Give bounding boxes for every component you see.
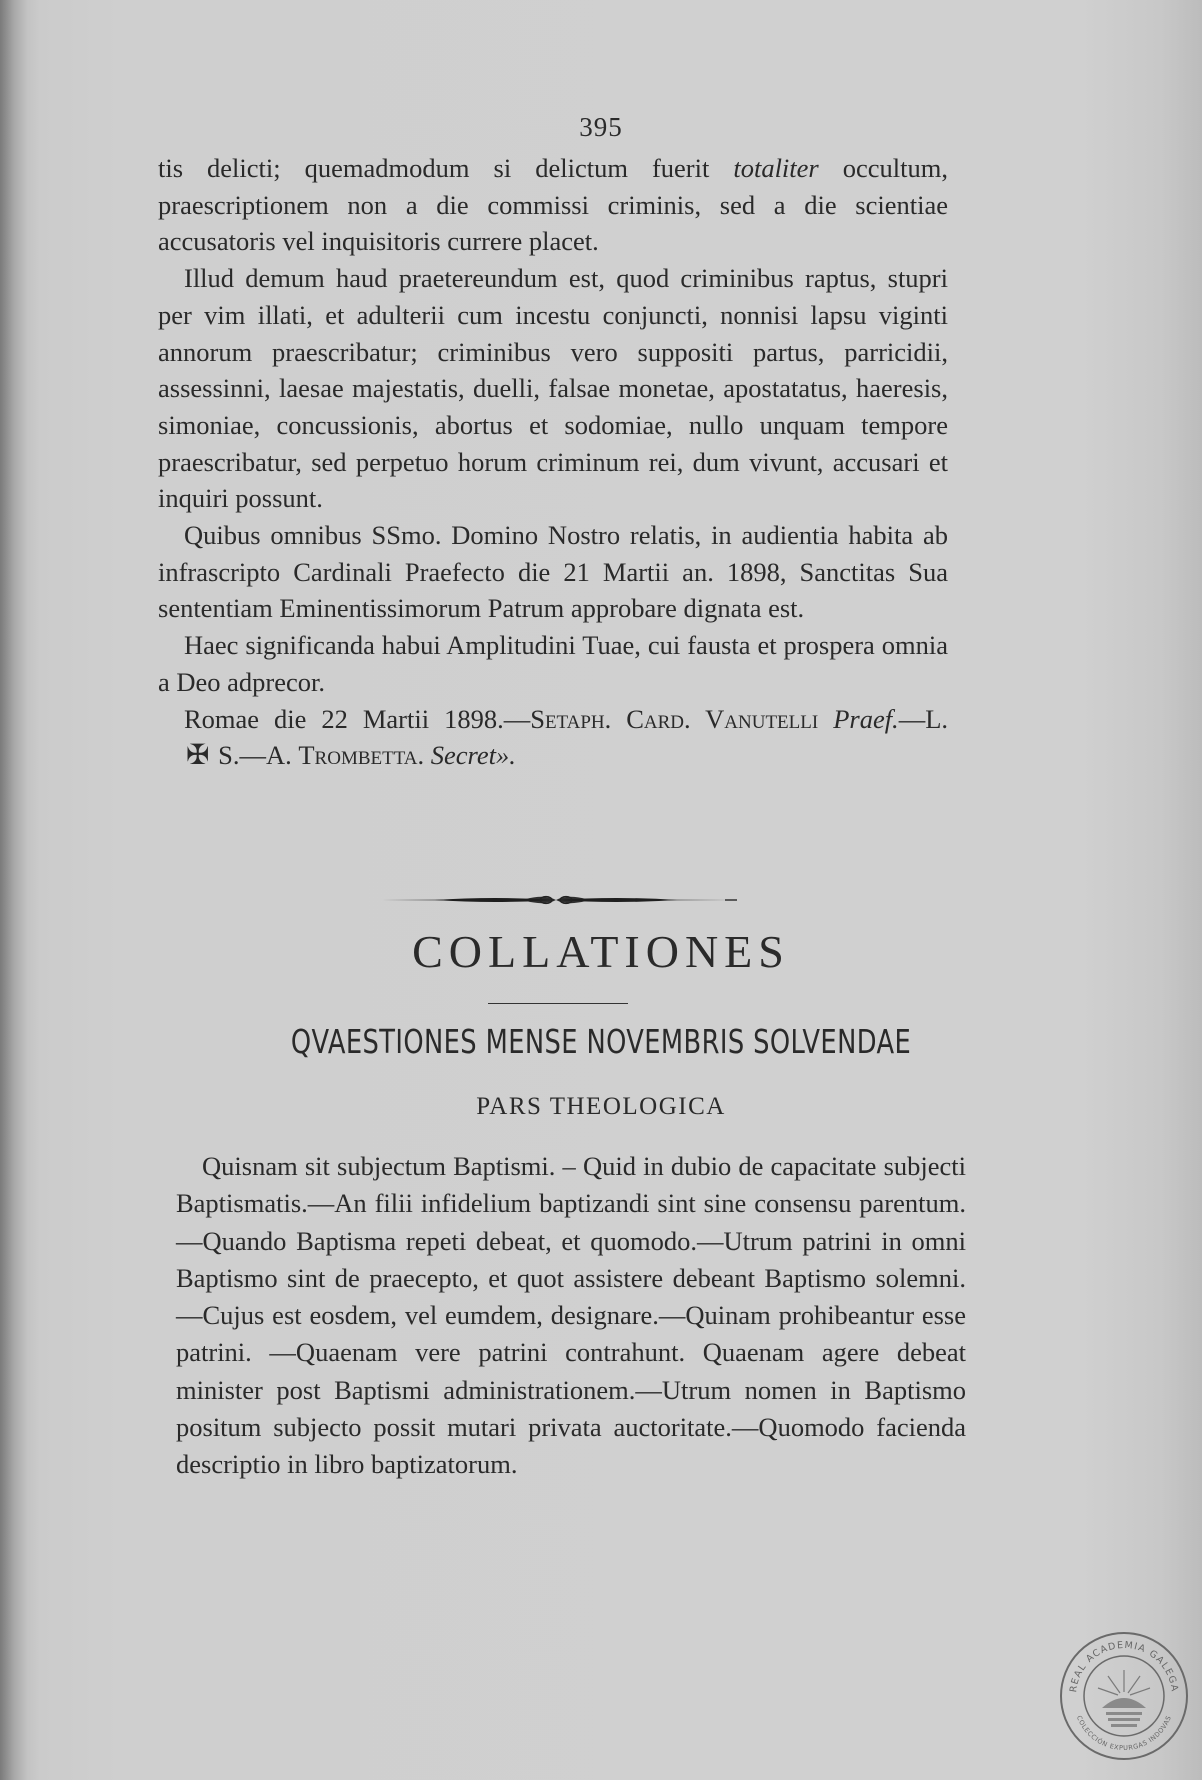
decree-text <box>158 150 948 775</box>
text-segment: tis delicti; quemadmodum si delictum fuerit <box>158 153 734 183</box>
heading-rule <box>488 1003 628 1004</box>
text-segment: Trombetta. <box>298 740 425 771</box>
ornament-divider-icon <box>375 890 737 910</box>
section-heading: COLLATIONES <box>412 926 790 977</box>
decree-paragraph <box>158 260 948 517</box>
text-segment: Setaph. Card. Vanutelli <box>530 703 819 734</box>
academy-seal-icon <box>1058 1630 1190 1762</box>
questions-text <box>176 1148 966 1484</box>
page-number: 395 <box>579 112 623 142</box>
decree-paragraph <box>158 627 948 700</box>
text-segment: totaliter <box>733 153 819 183</box>
text-segment <box>818 704 833 734</box>
text-segment: S.—A. <box>211 740 299 771</box>
text-segment <box>424 740 431 770</box>
text-segment: Romae die 22 Martii 1898.— <box>184 703 531 734</box>
pars-label: PARS THEOLOGICA <box>476 1093 726 1120</box>
seal-outer-text: REAL ACADEMIA GALEGA <box>1068 1639 1180 1694</box>
text-segment: occultum, praescriptionem non a die commissi criminis, sed a die scientiae accusatoris vel inquisitoris currere placet. <box>158 153 948 257</box>
text-segment: Praef. <box>833 703 899 734</box>
text-segment: Quibus omnibus SSmo. Domino Nostro relatis, in audientia habita ab infrascripto Cardinali Praefecto die 21 Martii an. 1898, Sanctitas Sua sententiam Eminentissimorum Patrum approbare dignata est. <box>158 520 948 624</box>
cross-icon: ✠ <box>186 740 210 772</box>
text-segment: —L. <box>898 703 948 734</box>
page-gutter-shadow <box>0 0 28 1780</box>
text-segment: Illud demum haud praetereundum est, quod criminibus raptus, stupri per vim illati, et adulterii cum incestu conjuncti, nonnisi lapsu viginti annorum praescribatur; criminibus vero suppositi partus, parricidii, assessinni, laesae majestatis, duelli, falsae monetae, apostatatus, haeresis, simoniae, concussionis, abortus et sodomiae, nullo unquam tempore praescribatur, sed perpetuo horum criminum rei, dum vivunt, accusari et inquiri possunt. <box>158 263 948 514</box>
questions-subheading: QVAESTIONES MENSE NOVEMBRIS SOLVENDAE <box>290 1022 912 1061</box>
decree-paragraph <box>158 517 948 627</box>
text-segment: Haec significanda habui Amplitudini Tuae, cui fausta et prospera omnia a Deo adprecor. <box>158 630 948 697</box>
decree-paragraph <box>158 150 948 260</box>
seal-inner-text: COLECCIÓN EXPURGAS INDOVAS <box>1074 1714 1174 1753</box>
questions-paragraph: Quisnam sit subjectum Baptismi. – Quid in dubio de capacitate subjecti Baptismatis.—An filii infidelium baptizandi sint sine consensu parentum. —Quando Baptisma repeti debeat, et quomodo.—Utrum patrini in omni Baptismo sint de praecepto, et quot assistere debeant Baptismo solemni.—Cujus est eosdem, vel eumdem, designare.—Quinam prohibeantur esse patrini. —Quaenam vere patrini contrahunt. Quaenam agere debeat minister post Baptismi administrationem.—Utrum nomen in Baptismo positum subjecto possit mutari privata auctoritate.—Quomodo facienda descriptio in libro baptizatorum. <box>176 1151 966 1480</box>
decree-paragraph <box>158 701 948 775</box>
text-segment: Secret». <box>430 740 516 771</box>
